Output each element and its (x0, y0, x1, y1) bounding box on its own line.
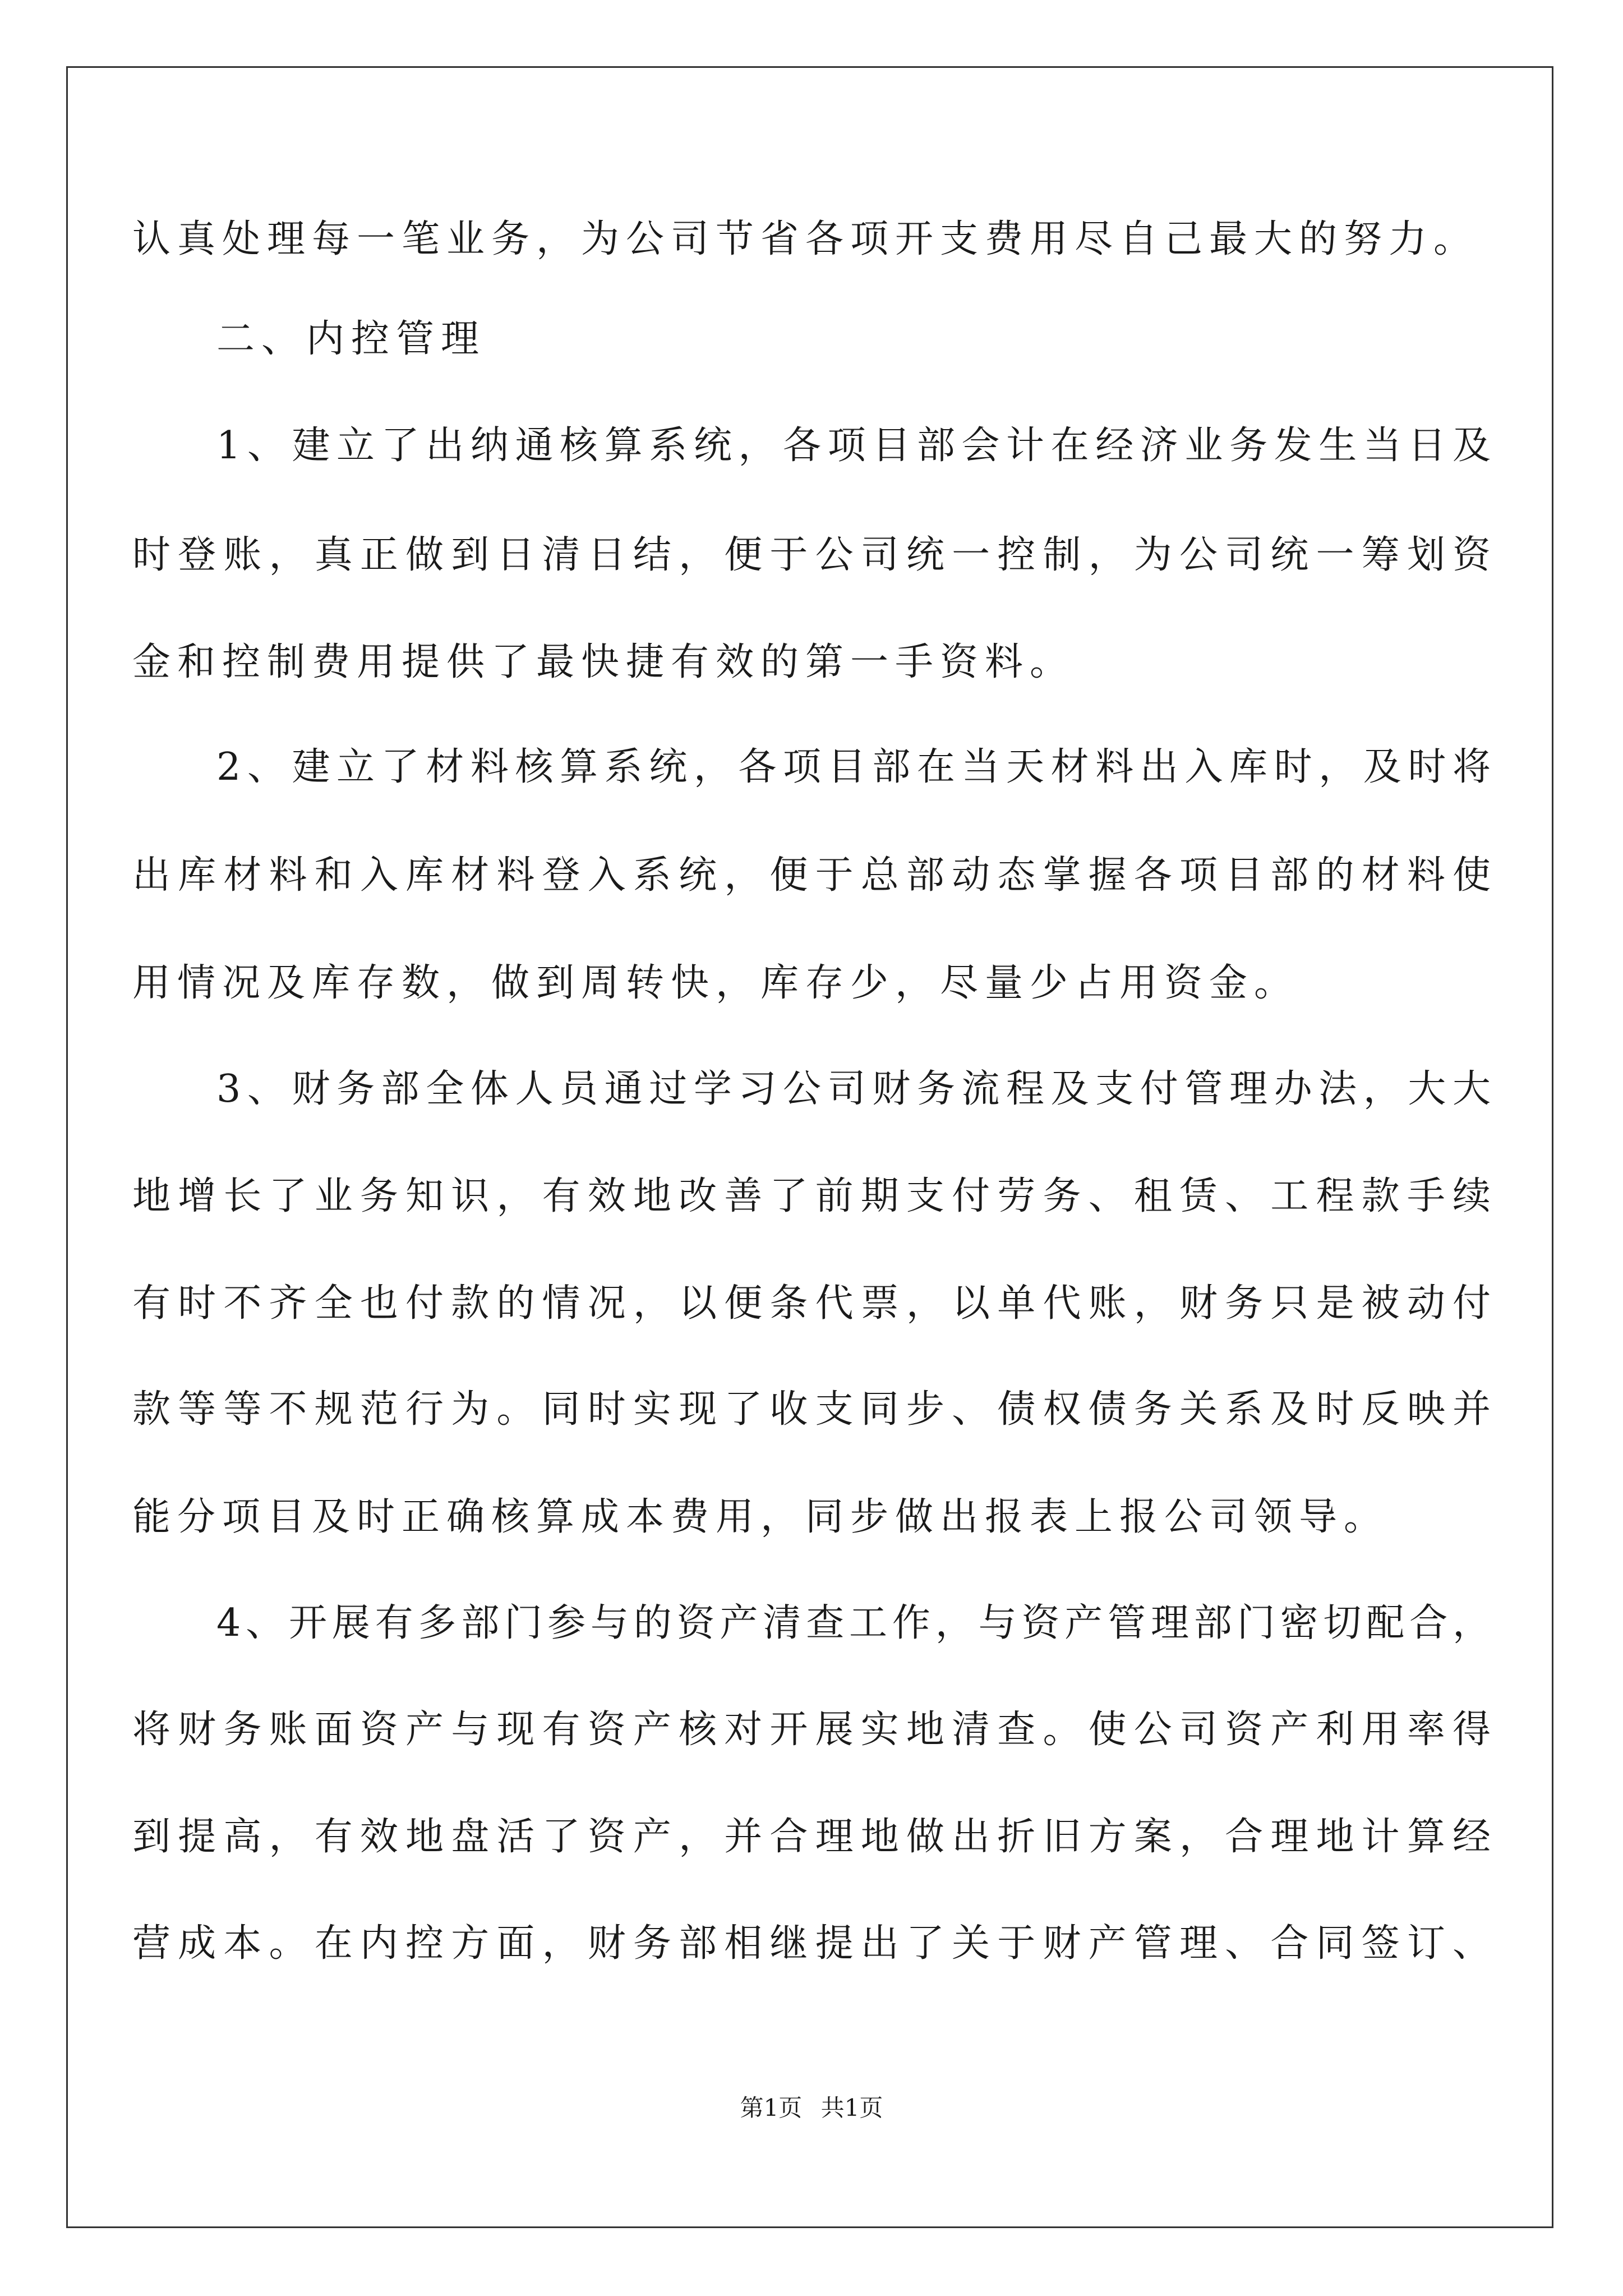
text-line: 有时不齐全也付款的情况，以便条代票，以单代账，财务只是被动付 (132, 1281, 1491, 1326)
text-line: 时登账，真正做到日清日结，便于公司统一控制，为公司统一筹划资 (132, 533, 1491, 577)
text-line: 用情况及库存数，做到周转快，库存少，尽量少占用资金。 (132, 961, 1299, 1005)
text-line: 营成本。在内控方面，财务部相继提出了关于财产管理、合同签订、 (132, 1921, 1491, 1966)
page-border (66, 66, 1553, 2228)
text-line: 到提高，有效地盘活了资产，并合理地做出折旧方案，合理地计算经 (132, 1815, 1491, 1859)
text-line: 出库材料和入库材料登入系统，便于总部动态掌握各项目部的材料使 (132, 853, 1491, 898)
text-line: 金和控制费用提供了最快捷有效的第一手资料。 (132, 640, 1075, 684)
page-footer (0, 2091, 1623, 2125)
text-line: 认真处理每一笔业务，为公司节省各项开支费用尽自己最大的努力。 (132, 217, 1479, 261)
page-total: 共1页 (820, 2094, 883, 2122)
section-heading: 二、内控管理 (216, 317, 486, 361)
text-line: 2、建立了材料核算系统，各项目部在当天材料出入库时，及时将 (216, 745, 1491, 789)
page-number: 第1页 (740, 2094, 803, 2122)
text-line: 地增长了业务知识，有效地改善了前期支付劳务、租赁、工程款手续 (132, 1174, 1491, 1218)
text-line: 4、开展有多部门参与的资产清查工作，与资产管理部门密切配合， (216, 1601, 1491, 1645)
text-line: 1、建立了出纳通核算系统，各项目部会计在经济业务发生当日及 (216, 424, 1491, 468)
text-line: 3、财务部全体人员通过学习公司财务流程及支付管理办法，大大 (216, 1067, 1491, 1111)
text-line: 能分项目及时正确核算成本费用，同步做出报表上报公司领导。 (132, 1495, 1389, 1539)
text-line: 款等等不规范行为。同时实现了收支同步、债权债务关系及时反映并 (132, 1387, 1491, 1432)
text-line: 将财务账面资产与现有资产核对开展实地清查。使公司资产利用率得 (132, 1708, 1491, 1752)
